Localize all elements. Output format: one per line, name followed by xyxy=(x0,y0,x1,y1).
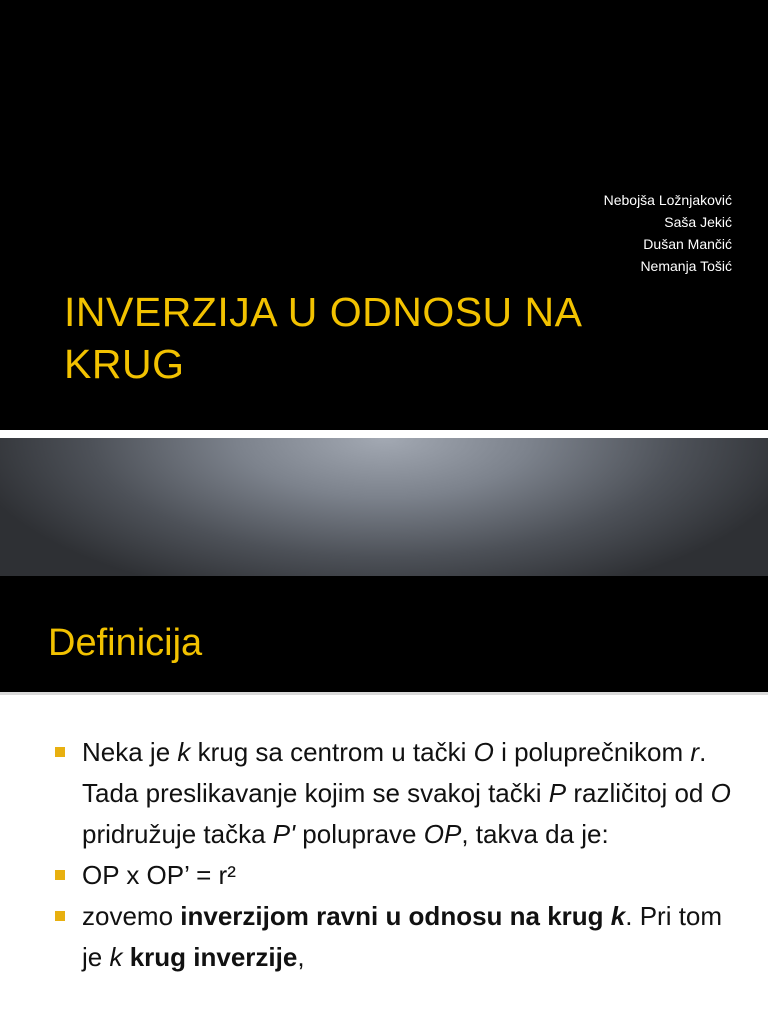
header-rule xyxy=(0,692,768,695)
authors-list xyxy=(604,189,732,277)
slide-separator xyxy=(0,430,768,438)
text-run: , xyxy=(297,942,305,972)
slide-title-line-1: INVERZIJA U ODNOSU NA xyxy=(64,289,583,335)
text-run: pridružuje tačka xyxy=(82,819,273,849)
text-run: zovemo xyxy=(82,901,181,931)
text-run: različitoj od xyxy=(566,778,711,808)
text-run: Neka je xyxy=(82,737,178,767)
bullet-item-naming xyxy=(52,896,742,978)
bullet-item-formula xyxy=(52,855,742,896)
bullet-square-icon xyxy=(55,911,65,921)
author-name: Saša Jekić xyxy=(664,214,732,230)
text-run: krug sa centrom u tački xyxy=(190,737,474,767)
italic-text: P' xyxy=(272,819,296,849)
text-run: . Pri tom je xyxy=(82,901,723,972)
slide-title xyxy=(64,286,744,390)
italic-text: r xyxy=(690,737,700,767)
italic-text: OP xyxy=(423,819,462,849)
text-run xyxy=(122,942,129,972)
bullet-square-icon xyxy=(55,870,65,880)
text-run: i poluprečnikom xyxy=(493,737,691,767)
italic-text: P xyxy=(548,778,567,808)
italic-text: k xyxy=(109,942,123,972)
italic-text: O xyxy=(710,778,731,808)
text-run: , takva da je: xyxy=(461,819,609,849)
slide-gradient-band xyxy=(0,438,768,576)
bold-italic-text: k xyxy=(610,901,626,931)
author-name: Dušan Mančić xyxy=(643,236,732,252)
formula-text: OP x OP’ = r² xyxy=(82,860,236,890)
italic-text: k xyxy=(177,737,191,767)
bullet-item-definition xyxy=(52,732,742,855)
definition-slide-header xyxy=(0,576,768,692)
definition-content xyxy=(52,732,742,978)
definition-title: Definicija xyxy=(48,622,203,664)
text-run: . Tada preslikavanje kojim se svakoj tački xyxy=(82,737,707,808)
title-slide xyxy=(0,0,768,430)
bold-text: krug inverzije xyxy=(129,942,298,972)
text-run: poluprave xyxy=(295,819,424,849)
bold-text: inverzijom ravni u odnosu na krug xyxy=(180,901,611,931)
author-name: Nemanja Tošić xyxy=(640,258,732,274)
slide-title-line-2: KRUG xyxy=(64,341,185,387)
author-name: Nebojša Ložnjaković xyxy=(603,192,732,208)
bullet-square-icon xyxy=(55,747,65,757)
italic-text: O xyxy=(473,737,494,767)
